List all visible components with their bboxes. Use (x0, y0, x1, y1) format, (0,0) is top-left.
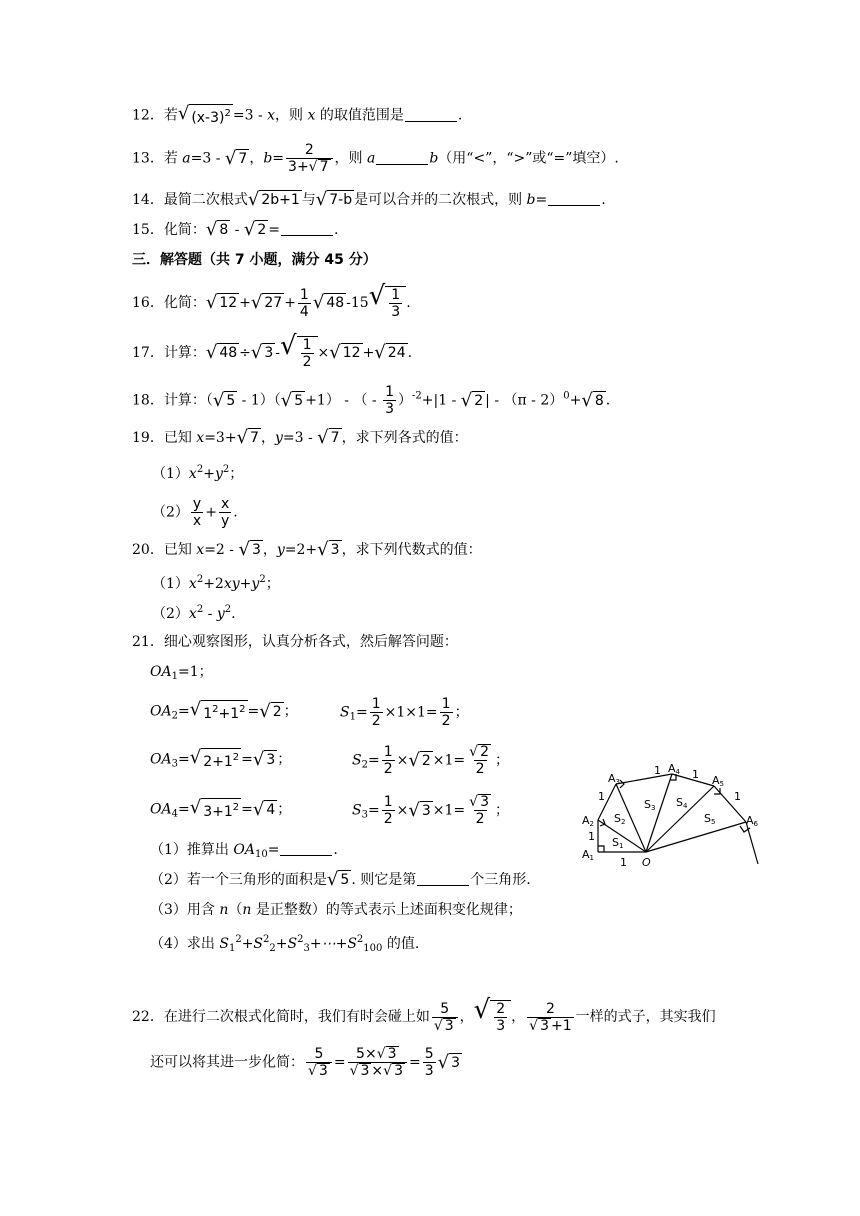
label-s1: S1 (612, 836, 624, 850)
label-s3: S3 (644, 798, 656, 812)
oa2-line: $OA_2=$ √ $1^2+1^2$ = √ 2 ； (150, 699, 298, 722)
question-13: 13．若 a=3 - √ 7 ，b= 2 3+ √ 7 ，则 a b（用“<”，“>”或“=”填空）. (132, 142, 619, 175)
svg-text:1: 1 (692, 768, 699, 781)
question-21: 21．细心观察图形，认真分析各式，然后解答问题： (132, 634, 458, 650)
label-s2: S2 (614, 812, 626, 826)
question-19-part-1: $(1)x^2+y^2$； (152, 464, 244, 482)
fraction: 2 3+ √ 7 (286, 142, 332, 175)
question-20: 20．已知 x=2 - √ 3 ，y=2+ √ 3 ，求下列代数式的值： (132, 539, 482, 560)
label-a5: A5 (712, 774, 724, 788)
label-a1: A1 (582, 848, 594, 862)
svg-text:1: 1 (598, 790, 605, 803)
oa3-line: $OA_3=$ √ $2+1^2$ = √ 3 ； (150, 747, 292, 770)
svg-text:1: 1 (588, 830, 595, 843)
question-12: 12．若 √ $(x-3)^2$ =3 - x，则 x 的取值范围是 . (132, 103, 463, 126)
label-s4: S4 (676, 796, 688, 810)
label-one: 1 (620, 856, 627, 869)
question-15: 15．化简： √ 8 - √ 2 = . (132, 219, 339, 240)
section-heading: 三．解答题（共 7 小题，满分 45 分） (132, 252, 377, 268)
oa4-line: $OA_4=$ √ $3+1^2$ = √ 4 ； (150, 797, 292, 820)
question-19-part-2: （2） $\frac{y}{x}$ + $\frac{x}{y}$ . (152, 496, 238, 529)
s3-line: $S_3=$ $\frac{1}{2}$ × √ 3 ×1= √ 3 2 ； (352, 794, 509, 827)
label-a2: A2 (582, 814, 594, 828)
svg-text:1: 1 (734, 790, 741, 803)
label-a3: A3 (608, 772, 620, 786)
question-22-line-2: 还可以将其进一步化简： 5 √ 3 = 5× √ 3 √ 3 × √ 3 = $\frac{5}{3}$ √ 3 (150, 1046, 461, 1079)
question-21-part-1: （1）推算出 $OA_{10}=$ . (150, 842, 338, 860)
spiral-triangle-figure (580, 760, 780, 880)
label-a6: A6 (746, 814, 758, 828)
question-19: 19．已知 x=3+ √ 7 ，y=3 - √ 7 ，求下列各式的值： (132, 427, 468, 448)
oa1-line: $OA_1=1$； (150, 664, 213, 682)
question-22: 22．在进行二次根式化简时，我们有时会碰上如 5 √ 3 ， √ $\frac{2}{3}$ ， 2 √ 3 +1 一样的式子，其实我们 (132, 995, 716, 1034)
label-o: O (642, 856, 651, 869)
question-14: 14．最简二次根式 √ 2b+1 与 √ 7-b 是可以合并的二次根式，则 b= . (132, 189, 606, 210)
svg-text:1: 1 (654, 764, 661, 777)
answer-blank (405, 107, 457, 122)
question-21-part-2: （2）若一个三角形的面积是 √ 5 . 则它是第 个三角形. (150, 869, 531, 890)
label-s5: S5 (704, 812, 716, 826)
label-a4: A4 (668, 762, 680, 776)
question-16: 16．化简： √ 12 + √ 27 + $\frac{1}{4}$ √ 48 -15 √ $\frac{1}{3}$ . (132, 281, 411, 320)
question-21-part-3: （3）用含 n（n 是正整数）的等式表示上述面积变化规律； (150, 902, 522, 918)
question-17: 17．计算： √ 48 ÷ √ 3 - √ $\frac{1}{2}$ × √ 12 + √ 24 . (132, 331, 413, 370)
question-20-part-1: $(1)x^2+2xy+y^2$； (152, 574, 280, 592)
s2-line: $S_2=$ $\frac{1}{2}$ × √ 2 ×1= √ 2 2 ； (352, 744, 509, 777)
question-18: 18．计算：（ √ 5 - 1）（ √ 5 +1） - （ - $\frac{1}{3}$ ）$^{-2}$+|1 - √ 2 | - （π - 2）$^0$+ √ 8 . (132, 384, 611, 417)
sqrt-expression: √ $(x-3)^2$ (177, 103, 231, 126)
question-20-part-2: $(2)x^2 - y^2$. (152, 604, 236, 622)
s1-line: $S_1=$ $\frac{1}{2}$ ×1×1= $\frac{1}{2}$ ； (340, 696, 469, 729)
question-21-part-4: （4）求出 $S_1^2+S^2_2+S^2_3+\cdots+S^2_{100}$ 的值. (150, 934, 420, 954)
